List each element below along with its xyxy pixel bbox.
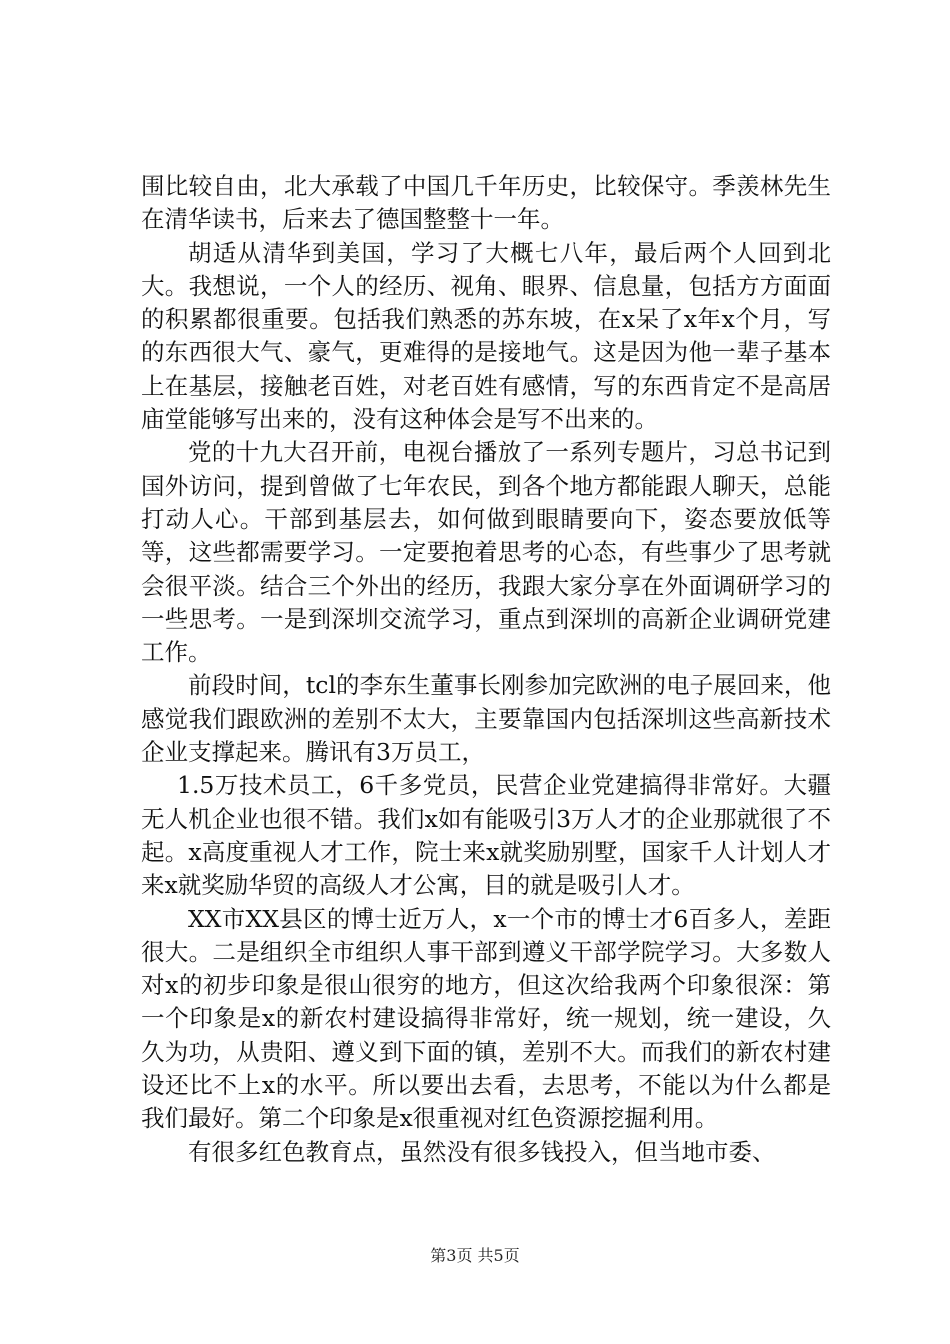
- paragraph-6: XX市XX县区的博士近万人，x一个市的博士才6百多人，差距很大。二是组织全市组织人事干部到遵义干部学院学习。大多数人对x的初步印象是很山很穷的地方，但这次给我两个印象很深：第一个印象是x的新农村建设搞得非常好，统一规划，统一建设，久久为功，从贵阳、遵义到下面的镇，差别不大。而我们的新农村建设还比不上x的水平。所以要出去看，去思考，不能以为什么都是我们最好。第二个印象是x很重视对红色资源挖掘利用。: [141, 904, 831, 1133]
- paragraph-2: 胡适从清华到美国，学习了大概七八年，最后两个人回到北大。我想说，一个人的经历、视角、眼界、信息量，包括方方面面的积累都很重要。包括我们熟悉的苏东坡，在x呆了x年x个月，写的东西很大气、豪气，更难得的是接地气。这是因为他一辈子基本上在基层，接触老百姓，对老百姓有感情，写的东西肯定不是高居庙堂能够写出来的，没有这种体会是写不出来的。: [141, 238, 831, 434]
- page-number-footer: 第3页 共5页: [430, 1246, 520, 1265]
- paragraph-3: 党的十九大召开前，电视台播放了一系列专题片，习总书记到国外访问，提到曾做了七年农民，到各个地方都能跟人聊天，总能打动人心。干部到基层去，如何做到眼睛要向下，姿态要放低等等，这些都需要学习。一定要抱着思考的心态，有些事少了思考就会很平淡。结合三个外出的经历，我跟大家分享在外面调研学习的一些思考。一是到深圳交流学习，重点到深圳的高新企业调研党建工作。: [141, 438, 831, 667]
- paragraph-5: 1.5万技术员工，6千多党员，民营企业党建搞得非常好。大疆无人机企业也很不错。我们x如有能吸引3万人才的企业那就很了不起。x高度重视人才工作，院士来x就奖励别墅，国家千人计划人才来x就奖励华贸的高级人才公寓，目的就是吸引人才。: [141, 771, 831, 900]
- paragraph-4: 前段时间，tcl的李东生董事长刚参加完欧洲的电子展回来，他感觉我们跟欧洲的差别不太大，主要靠国内包括深圳这些高新技术企业支撑起来。腾讯有3万员工，: [141, 671, 831, 767]
- document-body: [141, 170, 831, 1169]
- paragraph-7: 有很多红色教育点，虽然没有很多钱投入，但当地市委、: [188, 1137, 776, 1166]
- paragraph-1: 围比较自由，北大承载了中国几千年历史，比较保守。季羡林先生在清华读书，后来去了德国整整十一年。: [141, 172, 831, 234]
